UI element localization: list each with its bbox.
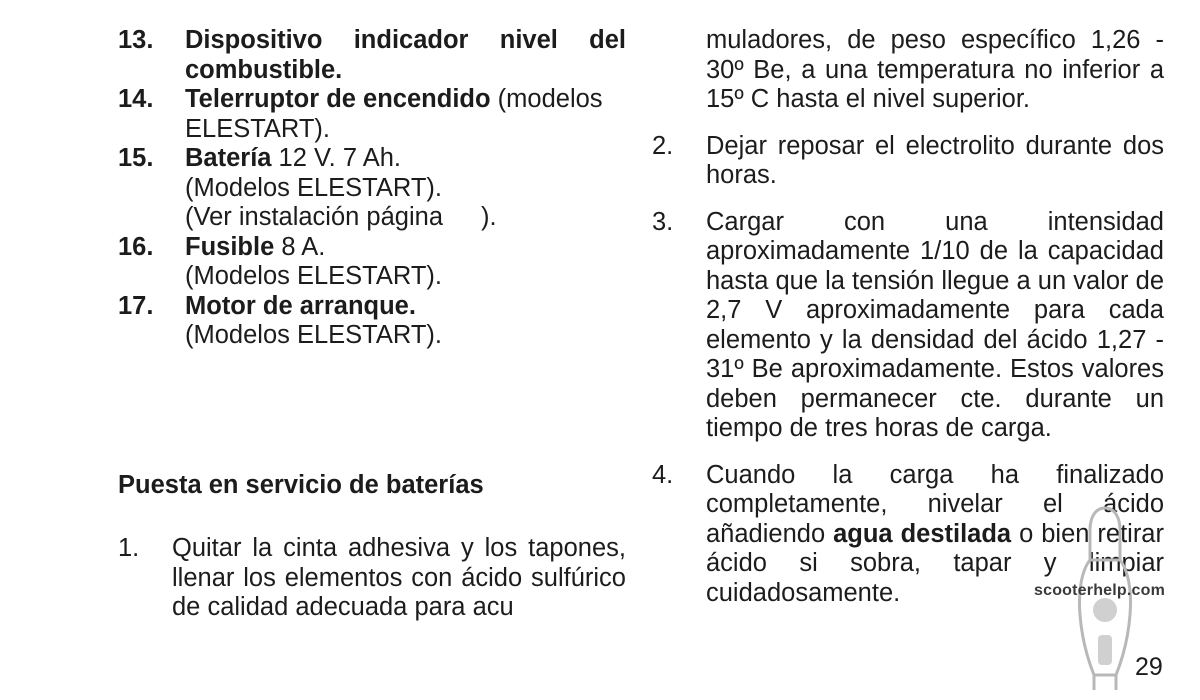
- item-number: 15.: [118, 144, 154, 172]
- item-detail-line: (Modelos ELESTART).: [185, 321, 442, 349]
- step-text: Dejar reposar el electrolito durante dos horas.: [706, 131, 1164, 189]
- step-text: Quitar la cinta adhesiva y los tapones, llenar los elementos con ácido sulfúrico de calidad adecuada para acu: [172, 534, 626, 621]
- item-text: [185, 85, 626, 144]
- item-text: [185, 292, 626, 351]
- step-item-continued: [652, 26, 1164, 115]
- step-number: 4.: [652, 460, 674, 489]
- item-page-reference-end: ).: [481, 203, 497, 231]
- item-bold-label: Batería: [185, 144, 272, 172]
- watermark-text: scooterhelp.com: [1034, 582, 1166, 599]
- step-bold-term: agua destilada: [833, 519, 1012, 548]
- step-number: 2.: [652, 131, 674, 160]
- item-detail: 12 V. 7 Ah.: [271, 144, 401, 172]
- section-heading: Puesta en servicio de baterías: [118, 471, 484, 499]
- item-detail-line: (Modelos ELESTART).: [185, 173, 442, 202]
- item-detail: 8 A.: [274, 232, 326, 261]
- step-item: [652, 208, 1164, 444]
- item-text: [185, 144, 626, 233]
- step-item: [118, 534, 626, 623]
- list-item: [118, 233, 626, 292]
- step-text: muladores, de peso específico 1,26 - 30º Be, a una temperatura no inferior a 15º C hasta el nivel superior.: [706, 26, 1164, 113]
- step-text-part: o bien retirar ácido si sobra, tapar y limpiar cuidadosamente.: [706, 519, 1164, 607]
- item-number: 17.: [118, 291, 154, 320]
- item-number: 13.: [118, 26, 154, 54]
- item-detail: (modelos ELESTART).: [185, 85, 603, 143]
- component-list: [118, 26, 626, 351]
- item-bold-label: Telerruptor de encendido: [185, 85, 491, 113]
- list-item: [118, 292, 626, 351]
- step-item: [652, 132, 1164, 191]
- page-number: 29: [1135, 653, 1163, 681]
- item-bold-label: Motor de arranque.: [185, 291, 416, 320]
- step-text: Cargar con una intensidad aproximadamente 1/10 de la capacidad hasta que la tensión llegue a un valor de 2,7 V aproximadamente para cada elemento y la densidad del ácido 1,27 - 31º Be aproximadamente. Estos valores deben permanecer cte. durante un tiempo de tres horas de carga.: [706, 207, 1164, 442]
- step-number: 3.: [652, 207, 674, 236]
- list-item: [118, 144, 626, 233]
- item-text: [185, 233, 626, 292]
- item-number: 14.: [118, 85, 154, 113]
- item-page-reference: (Ver instalación página: [185, 203, 444, 231]
- item-number: 16.: [118, 232, 154, 261]
- item-text: Dispositivo indicador nivel del combustible.: [185, 26, 626, 84]
- item-bold-label: Fusible: [185, 232, 275, 261]
- list-item: [118, 26, 626, 85]
- step-number: 1.: [118, 534, 140, 562]
- item-detail-line: (Modelos ELESTART).: [185, 262, 442, 290]
- step-text-part: Cuando la carga ha finalizado completamente, nivelar el ácido añadiendo: [706, 460, 1164, 548]
- list-item: [118, 85, 626, 144]
- step-number: [652, 26, 706, 115]
- step-list-left: [118, 534, 626, 623]
